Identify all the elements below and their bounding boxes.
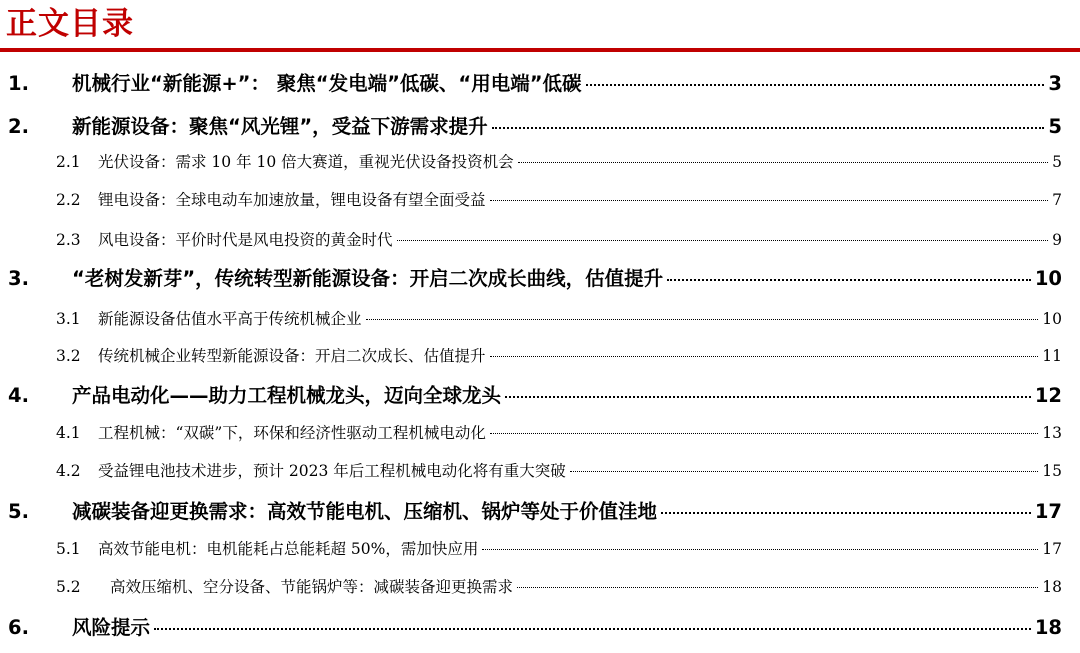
toc-entry-number: 4.1 bbox=[56, 424, 81, 442]
toc-entry-number: 4. bbox=[8, 384, 29, 407]
toc-entry-title: 高效压缩机、空分设备、节能锅炉等：减碳装备迎更换需求 bbox=[110, 578, 514, 596]
toc-entry-title: 光伏设备：需求 10 年 10 倍大赛道，重视光伏设备投资机会 bbox=[98, 153, 514, 171]
toc-entry-title: “老树发新芽”，传统转型新能源设备：开启二次成长曲线，估值提升 bbox=[72, 267, 664, 290]
toc-entry-title: 产品电动化——助力工程机械龙头，迈向全球龙头 bbox=[72, 384, 502, 407]
toc-entry-page-number: 10 bbox=[1042, 310, 1062, 328]
toc-dot-leader bbox=[490, 200, 1049, 201]
toc-dot-leader bbox=[518, 162, 1048, 163]
toc-entry-number: 3. bbox=[8, 267, 29, 290]
toc-entry-title: 风险提示 bbox=[72, 616, 151, 639]
toc-dot-leader bbox=[586, 84, 1045, 86]
toc-entry[interactable] bbox=[56, 343, 1062, 369]
toc-entry-number: 3.2 bbox=[56, 347, 81, 365]
toc-entry-number: 3.1 bbox=[56, 310, 81, 328]
toc-entry-number: 4.2 bbox=[56, 462, 81, 480]
toc-entry-number: 6. bbox=[8, 616, 29, 639]
toc-entry-page-number: 3 bbox=[1048, 72, 1062, 95]
toc-entry-number: 1. bbox=[8, 72, 29, 95]
toc-entry-number: 2.3 bbox=[56, 231, 81, 249]
toc-entry-page-number: 17 bbox=[1042, 540, 1062, 558]
toc-dot-leader bbox=[154, 628, 1031, 630]
toc-entry[interactable] bbox=[56, 574, 1062, 600]
toc-entry[interactable] bbox=[8, 264, 1062, 294]
toc-entry-number: 2.1 bbox=[56, 153, 81, 171]
toc-dot-leader bbox=[397, 240, 1049, 241]
toc-entry-title: 减碳装备迎更换需求：高效节能电机、压缩机、锅炉等处于价值洼地 bbox=[72, 500, 658, 523]
toc-entry-title: 锂电设备：全球电动车加速放量，锂电设备有望全面受益 bbox=[98, 191, 486, 209]
toc-entry-title: 新能源设备估值水平高于传统机械企业 bbox=[98, 310, 362, 328]
page-title: 正文目录 bbox=[6, 6, 134, 42]
toc-entry[interactable] bbox=[8, 69, 1062, 99]
toc-entry[interactable] bbox=[8, 112, 1062, 142]
toc-entry-title: 机械行业“新能源+”： 聚焦“发电端”低碳、“用电端”低碳 bbox=[72, 72, 582, 95]
toc-dot-leader bbox=[366, 319, 1039, 320]
toc-dot-leader bbox=[570, 471, 1038, 472]
toc-entry-page-number: 18 bbox=[1034, 616, 1062, 639]
toc-entry-title: 传统机械企业转型新能源设备：开启二次成长、估值提升 bbox=[98, 347, 486, 365]
toc-entry[interactable] bbox=[56, 149, 1062, 175]
toc-entry[interactable] bbox=[8, 497, 1062, 527]
toc-entry-page-number: 7 bbox=[1052, 191, 1062, 209]
toc-entry-page-number: 15 bbox=[1042, 462, 1062, 480]
toc-dot-leader bbox=[667, 279, 1031, 281]
toc-entry[interactable] bbox=[8, 613, 1062, 643]
toc-entry[interactable] bbox=[56, 187, 1062, 213]
toc-dot-leader bbox=[661, 512, 1031, 514]
toc-entry[interactable] bbox=[56, 227, 1062, 253]
toc-entry-page-number: 11 bbox=[1042, 347, 1062, 365]
toc-entry-number: 2.2 bbox=[56, 191, 81, 209]
toc-entry-title: 高效节能电机：电机能耗占总能耗超 50%，需加快应用 bbox=[98, 540, 479, 558]
toc-dot-leader bbox=[505, 396, 1031, 398]
toc-entry-title: 新能源设备：聚焦“风光锂”，受益下游需求提升 bbox=[72, 115, 488, 138]
toc-dot-leader bbox=[490, 356, 1039, 357]
toc-entry[interactable] bbox=[56, 420, 1062, 446]
toc-entry-page-number: 12 bbox=[1034, 384, 1062, 407]
toc-entry-number: 5. bbox=[8, 500, 29, 523]
toc-entry-page-number: 5 bbox=[1048, 115, 1062, 138]
toc-entry-page-number: 18 bbox=[1042, 578, 1062, 596]
toc-entry-title: 工程机械：“双碳”下，环保和经济性驱动工程机械电动化 bbox=[98, 424, 486, 442]
toc-entry-page-number: 5 bbox=[1052, 153, 1062, 171]
toc-dot-leader bbox=[482, 549, 1038, 550]
toc-entry-number: 2. bbox=[8, 115, 29, 138]
toc-entry-page-number: 13 bbox=[1042, 424, 1062, 442]
toc-entry-title: 风电设备：平价时代是风电投资的黄金时代 bbox=[98, 231, 393, 249]
toc-entry-number: 5.2 bbox=[56, 578, 81, 596]
toc-entry[interactable] bbox=[56, 536, 1062, 562]
toc-entry[interactable] bbox=[56, 458, 1062, 484]
toc-entry-page-number: 9 bbox=[1052, 231, 1062, 249]
toc-entry-number: 5.1 bbox=[56, 540, 81, 558]
toc-dot-leader bbox=[490, 433, 1038, 434]
toc-dot-leader bbox=[517, 587, 1038, 588]
toc-dot-leader bbox=[492, 127, 1045, 129]
toc-entry-title: 受益锂电池技术进步，预计 2023 年后工程机械电动化将有重大突破 bbox=[98, 462, 566, 480]
toc-entry[interactable] bbox=[8, 381, 1062, 411]
title-divider bbox=[0, 48, 1080, 52]
toc-entry-page-number: 10 bbox=[1034, 267, 1062, 290]
toc-entry[interactable] bbox=[56, 306, 1062, 332]
toc-entry-page-number: 17 bbox=[1034, 500, 1062, 523]
